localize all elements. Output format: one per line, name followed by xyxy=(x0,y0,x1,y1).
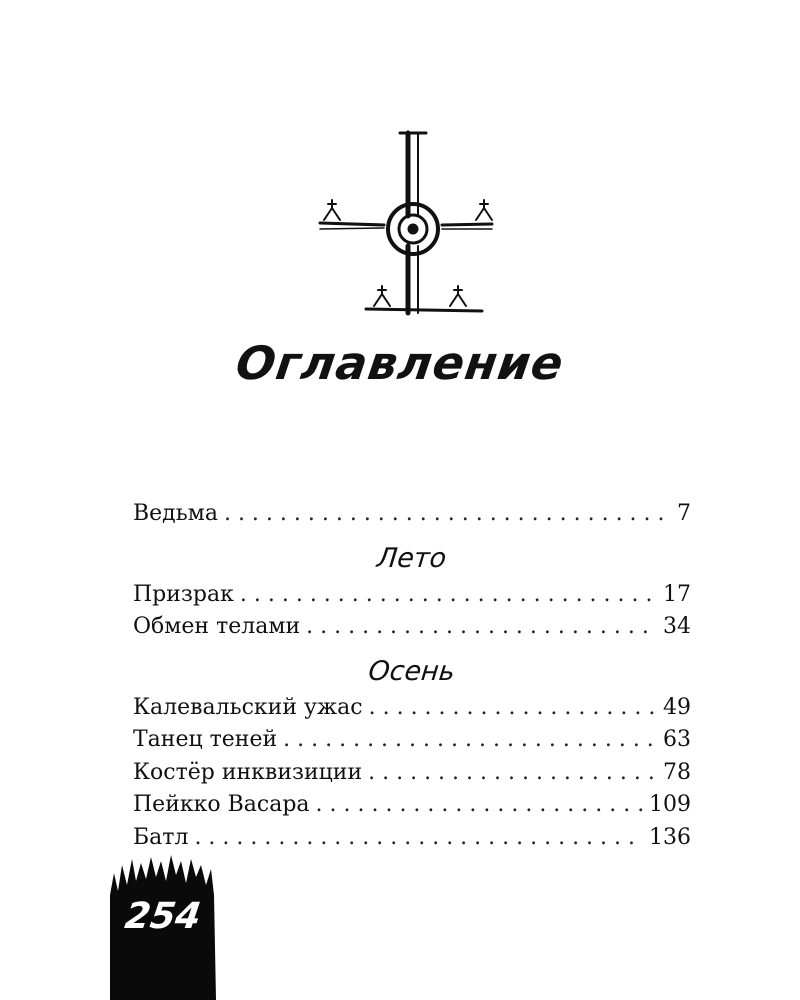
page-number: 254 xyxy=(122,896,204,937)
toc-entry[interactable] xyxy=(133,724,691,757)
toc-entry-page: 78 xyxy=(663,759,691,785)
toc-entry-page: 109 xyxy=(649,792,691,817)
toc-entry-page: 7 xyxy=(677,501,691,526)
toc-entry-page: 49 xyxy=(663,694,691,720)
section-heading-autumn: Осень xyxy=(366,655,457,687)
toc-entry-label: Танец теней xyxy=(133,727,278,752)
toc-entry-page: 63 xyxy=(663,727,691,752)
toc-entry[interactable] xyxy=(133,789,691,822)
toc-entry[interactable] xyxy=(133,822,691,855)
toc-entry[interactable] xyxy=(133,757,691,790)
section-heading-summer: Лето xyxy=(375,542,448,574)
toc-entry-label: Ведьма xyxy=(133,501,218,526)
toc-leader-dots xyxy=(369,692,657,725)
toc-entry[interactable] xyxy=(133,611,691,644)
toc-leader-dots xyxy=(316,789,643,822)
toc-entry[interactable] xyxy=(133,498,691,531)
toc-entry-label: Батл xyxy=(133,824,189,850)
toc-entry[interactable] xyxy=(133,579,691,612)
toc-entry-label: Костёр инквизиции xyxy=(133,759,363,785)
page-title: Оглавление xyxy=(232,336,568,390)
toc-entry-page: 136 xyxy=(649,824,691,850)
toc-leader-dots xyxy=(194,822,643,855)
toc-entry-label: Обмен телами xyxy=(133,614,301,639)
toc-leader-dots xyxy=(306,611,657,644)
toc-entry-page: 17 xyxy=(663,581,691,607)
toc-entry-page: 34 xyxy=(663,614,691,639)
toc-entry-label: Пейкко Васара xyxy=(133,792,310,817)
toc-leader-dots xyxy=(240,579,657,612)
toc-entry-label: Призрак xyxy=(133,581,234,607)
toc-leader-dots xyxy=(368,757,657,790)
table-of-contents xyxy=(133,498,691,854)
toc-entry-label: Калевальский ужас xyxy=(133,694,363,720)
toc-leader-dots xyxy=(283,724,657,757)
toc-leader-dots xyxy=(224,498,671,531)
cross-emblem-icon xyxy=(310,128,500,318)
toc-entry[interactable] xyxy=(133,692,691,725)
